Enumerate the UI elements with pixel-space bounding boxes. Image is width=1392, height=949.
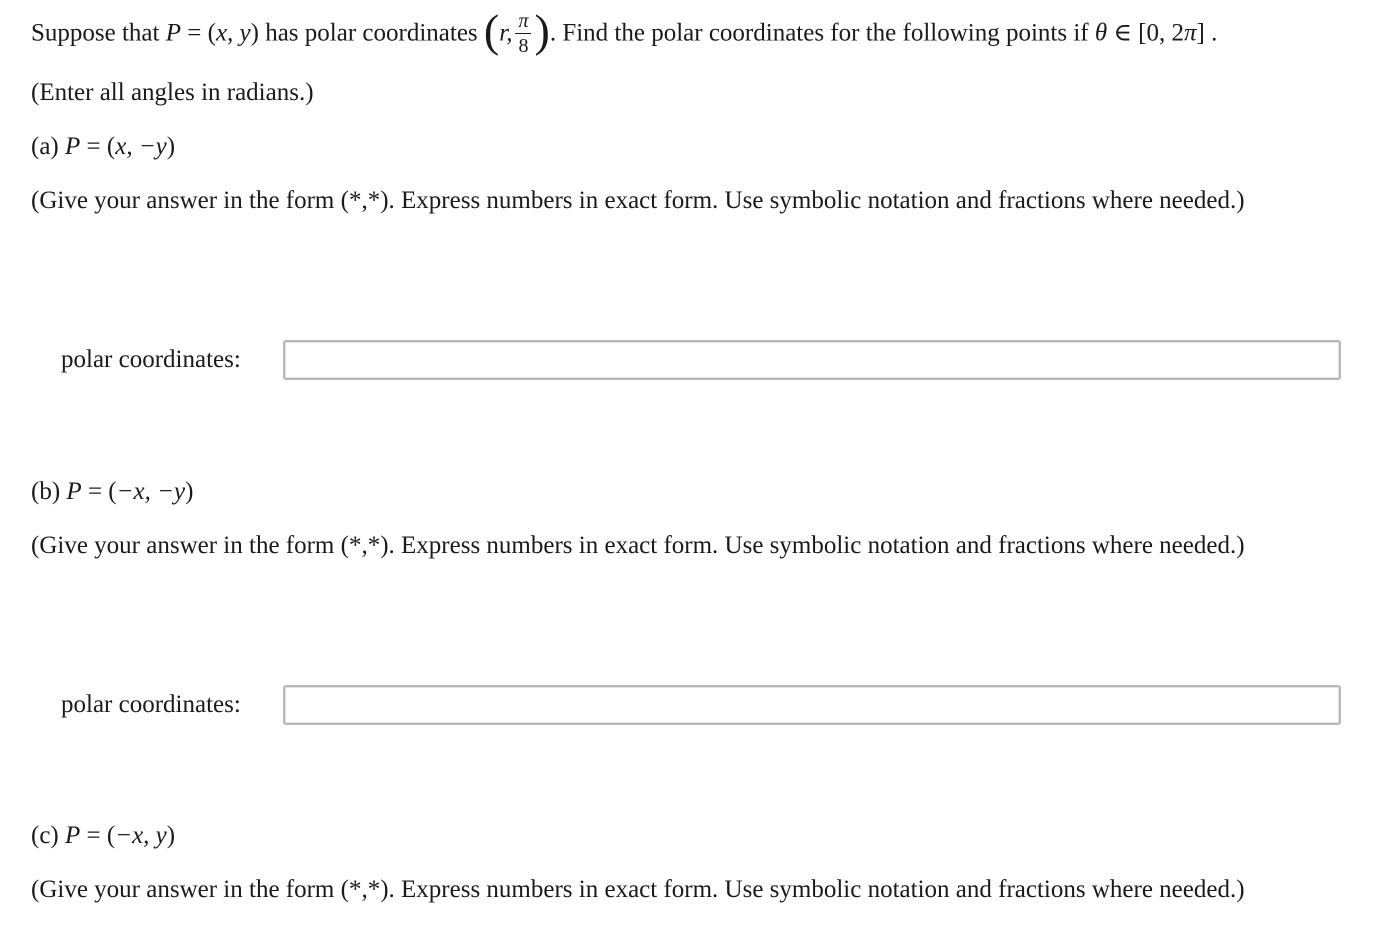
part-b-point-p: P — [66, 478, 82, 505]
polar-coordinate-expression — [483, 5, 550, 58]
left-paren: ( — [483, 5, 500, 56]
part-a-answer-input[interactable] — [283, 340, 1341, 380]
intro-text-mid: ) has polar coordinates — [250, 19, 484, 47]
part-b-answer-input[interactable] — [283, 685, 1341, 725]
fraction-denominator: 8 — [518, 34, 529, 57]
intro-point-p: P — [165, 19, 181, 47]
intro-equals: = ( — [181, 19, 216, 47]
coord-r: r, — [499, 19, 513, 47]
part-b-equals: = ( — [81, 478, 117, 505]
part-c-equals: = ( — [80, 822, 116, 849]
interval-pi: π — [1183, 19, 1197, 47]
part-c-heading — [31, 821, 175, 851]
part-b-instructions: (Give your answer in the form (*,*). Express numbers in exact form. Use symbolic notation and fractions where needed.) — [31, 532, 1245, 559]
part-b-answer-label: polar coordinates: — [61, 691, 241, 718]
part-a-label: (a) — [31, 133, 65, 160]
intro-xy: x, y — [215, 19, 251, 47]
part-b-coords: −x, −y — [116, 478, 186, 505]
theta-symbol: θ — [1094, 19, 1108, 47]
intro-text-end: . Find the polar coordinates for the following points if — [549, 19, 1095, 47]
fraction-numerator: π — [515, 11, 531, 34]
part-b-answer-row — [61, 685, 1341, 725]
part-a-coords: x, −y — [115, 133, 167, 160]
part-c-coords: −x, y — [115, 822, 167, 849]
part-c-close: ) — [166, 822, 176, 849]
question-intro — [31, 5, 1218, 58]
part-b-close: ) — [185, 478, 194, 505]
part-c-instructions: (Give your answer in the form (*,*). Express numbers in exact form. Use symbolic notation and fractions where needed.) — [31, 876, 1245, 903]
angle-note: (Enter all angles in radians.) — [31, 79, 314, 106]
part-a-close: ) — [166, 133, 176, 160]
part-c-label: (c) — [31, 822, 65, 849]
part-b-heading — [31, 477, 193, 507]
part-a-answer-row — [61, 340, 1341, 380]
right-paren: ) — [534, 5, 550, 56]
interval-end: ] . — [1196, 19, 1218, 47]
intro-text-start: Suppose that — [31, 19, 166, 47]
part-c-point-p: P — [65, 822, 81, 849]
part-a-equals: = ( — [80, 133, 116, 160]
part-a-heading — [31, 132, 175, 162]
interval-start: ∈ [0, 2 — [1107, 19, 1184, 47]
part-a-point-p: P — [65, 133, 81, 160]
part-a-instructions: (Give your answer in the form (*,*). Express numbers in exact form. Use symbolic notation and fractions where needed.) — [31, 187, 1245, 214]
pi-over-8-fraction — [515, 11, 531, 56]
part-a-answer-label: polar coordinates: — [61, 346, 241, 373]
part-b-label: (b) — [31, 478, 67, 505]
